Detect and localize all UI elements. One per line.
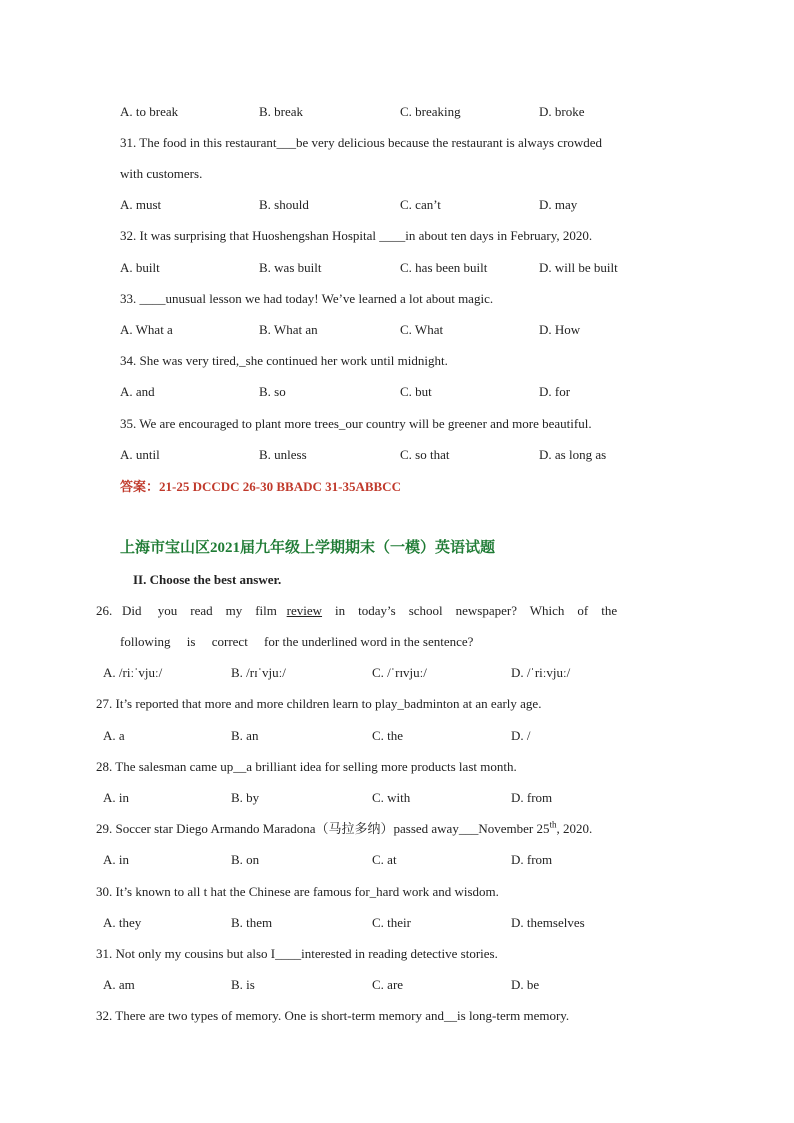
q35-option-c: C. so that [400, 447, 450, 462]
p2-q31-option-b: B. is [231, 977, 255, 992]
q31-option-d: D. may [539, 197, 578, 212]
p2-q29-option-d: D. from [511, 852, 553, 867]
p2-q29-option-a: A. in [103, 852, 129, 867]
p2-q29-sup: th [549, 819, 557, 830]
p2-q31-option-a: A. am [103, 977, 135, 992]
q31-text-cont: with customers. [120, 166, 203, 181]
answer-label: 答案： [120, 479, 160, 494]
p2-q28-option-c: C. with [372, 790, 411, 805]
p2-q30-text: 30. It’s known to all t hat the Chinese are famous for_hard work and wisdom. [96, 884, 499, 899]
q34-option-d: D. for [539, 384, 571, 399]
p2-q26-option-c: C. /ˈrɪvjuː/ [372, 665, 427, 680]
p2-q30-option-c: C. their [372, 915, 411, 930]
p2-q32-text: 32. There are two types of memory. One is short-term memory and__is long-term memory. [96, 1008, 570, 1023]
p2-q28-option-a: A. in [103, 790, 129, 805]
p2-q26-text [96, 602, 617, 620]
p2-q26-option-d: D. /ˈriːvjuː/ [511, 665, 571, 680]
p2-q29-option-b: B. on [231, 852, 260, 867]
p2-q31-option-c: C. are [372, 977, 404, 992]
section-title: II. Choose the best answer. [133, 572, 282, 587]
p2-q27-option-c: C. the [372, 728, 404, 743]
q35-option-b: B. unless [259, 447, 307, 462]
p2-q26-post: in today’s school newspaper? Which of the [322, 603, 618, 618]
p2-q29-option-c: C. at [372, 852, 397, 867]
q33-option-d: D. How [539, 322, 581, 337]
q34-text: 34. She was very tired,_she continued her work until midnight. [120, 353, 448, 368]
p2-q30-option-a: A. they [103, 915, 142, 930]
q30-option-a: A. to break [120, 104, 179, 119]
q31-text: 31. The food in this restaurant___be very delicious because the restaurant is always crowded [120, 135, 603, 150]
p2-q26-pre: 26. Did you read my film [96, 603, 287, 618]
q32-option-c: C. has been built [400, 260, 488, 275]
q33-text: 33. ____unusual lesson we had today! We’ve learned a lot about magic. [120, 291, 494, 306]
p2-q27-text: 27. It’s reported that more and more children learn to play_badminton at an early age. [96, 696, 542, 711]
p2-q27-option-a: A. a [103, 728, 125, 743]
q30-option-b: B. break [259, 104, 304, 119]
q31-option-a: A. must [120, 197, 162, 212]
q33-option-a: A. What a [120, 322, 173, 337]
q35-option-a: A. until [120, 447, 160, 462]
p2-q27-option-b: B. an [231, 728, 259, 743]
q30-option-c: C. breaking [400, 104, 461, 119]
q31-option-c: C. can’t [400, 197, 441, 212]
q33-option-c: C. What [400, 322, 444, 337]
p2-q29-text [96, 820, 592, 838]
p2-q29-pre: 29. Soccer star Diego Armando Maradona（马拉多纳）passed away___November 25 [96, 821, 550, 836]
q34-option-a: A. and [120, 384, 155, 399]
p2-q28-option-d: D. from [511, 790, 553, 805]
answer-text: 21-25 DCCDC 26-30 BBADC 31-35ABBCC [159, 479, 401, 494]
p2-q28-text: 28. The salesman came up__a brilliant idea for selling more products last month. [96, 759, 517, 774]
p2-q26-option-a: A. /riːˈvjuː/ [103, 665, 163, 680]
q34-option-b: B. so [259, 384, 286, 399]
p2-q26-underlined: review [286, 603, 323, 618]
p2-q29-post: , 2020. [556, 821, 593, 836]
q35-text: 35. We are encouraged to plant more trees_our country will be greener and more beautiful. [120, 416, 592, 431]
q32-text: 32. It was surprising that Huoshengshan Hospital ____in about ten days in February, 2020. [120, 228, 593, 243]
q33-option-b: B. What an [259, 322, 318, 337]
q30-option-d: D. broke [539, 104, 585, 119]
exam-title: 上海市宝山区2021届九年级上学期期末（一模）英语试题 [120, 540, 496, 556]
q34-option-c: C. but [400, 384, 432, 399]
p2-q31-text: 31. Not only my cousins but also I____interested in reading detective stories. [96, 946, 498, 961]
q31-option-b: B. should [259, 197, 309, 212]
q32-option-b: B. was built [259, 260, 322, 275]
p2-q28-option-b: B. by [231, 790, 260, 805]
p2-q26-option-b: B. /rɪˈvjuː/ [231, 665, 286, 680]
p2-q27-option-d: D. / [511, 728, 531, 743]
answer-key [120, 478, 401, 496]
p2-q30-option-d: D. themselves [511, 915, 585, 930]
p2-q26-cont: following is correct for the underlined word in the sentence? [120, 634, 474, 649]
p2-q31-option-d: D. be [511, 977, 540, 992]
q32-option-a: A. built [120, 260, 160, 275]
q32-option-d: D. will be built [539, 260, 618, 275]
p2-q30-option-b: B. them [231, 915, 273, 930]
q35-option-d: D. as long as [539, 447, 607, 462]
